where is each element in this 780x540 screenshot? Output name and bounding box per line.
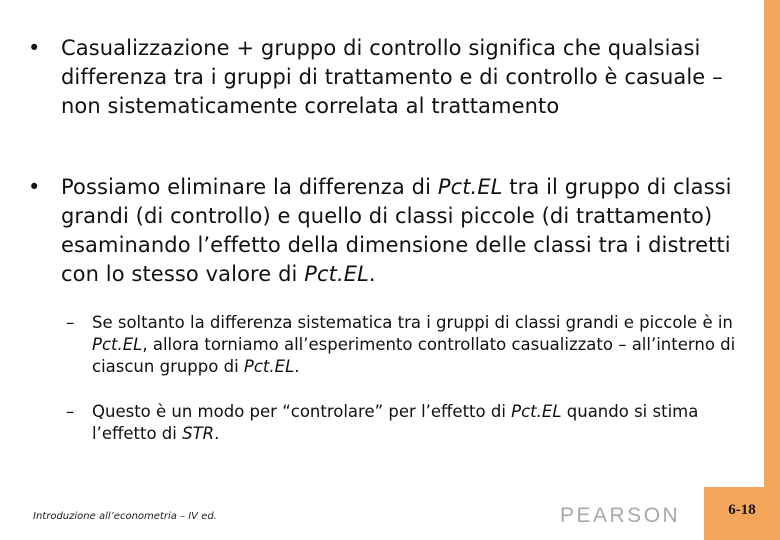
bullet-randomization — [28, 34, 738, 121]
page-number-box — [704, 487, 780, 540]
footer-book-title: Introduzione all’econometria – IV ed. — [33, 511, 217, 522]
bullet-eliminate-difference — [28, 173, 738, 289]
bullet-text: Casualizzazione + gruppo di controllo significa che qualsiasi differenza tra i gruppi di trattamento e di controllo è casuale – non sistematicamente correlata al trattamento — [61, 36, 723, 118]
variable-pct-el: Pct.EL — [243, 357, 295, 376]
sub-bullet-systematic-difference — [66, 312, 746, 378]
variable-pct-el: Pct.EL — [92, 335, 143, 354]
bullet-text: Possiamo eliminare la differenza di Pct.EL tra il gruppo di classi grandi (di controllo) e quello di classi piccole (di trattamento) esaminando l’effetto della dimensione delle classi tra i distretti con lo stesso valore di Pct.EL. — [61, 175, 732, 286]
sub-bullet-text: Questo è un modo per “controlare” per l’effetto di Pct.EL quando si stima l’effetto di STR. — [92, 402, 699, 443]
bullet-marker: • — [28, 175, 41, 199]
publisher-logo: PEARSON — [560, 504, 681, 527]
sub-bullet-marker: – — [66, 402, 75, 421]
bullet-marker: • — [28, 36, 41, 60]
sub-bullet-control-for — [66, 401, 746, 445]
variable-pct-el: Pct.EL — [437, 175, 503, 199]
sub-bullet-marker: – — [66, 313, 75, 332]
sub-bullet-text: Se soltanto la differenza sistematica tra i gruppi di classi grandi e piccole è in Pct.EL, allora torniamo all’esperimento controllato casualizzato – all’interno di ciascun gruppo di Pct.EL. — [92, 313, 736, 376]
variable-str: STR — [182, 424, 215, 443]
variable-pct-el: Pct.EL — [304, 262, 369, 286]
page-number: 6-18 — [728, 502, 756, 518]
variable-pct-el: Pct.EL — [511, 402, 562, 421]
